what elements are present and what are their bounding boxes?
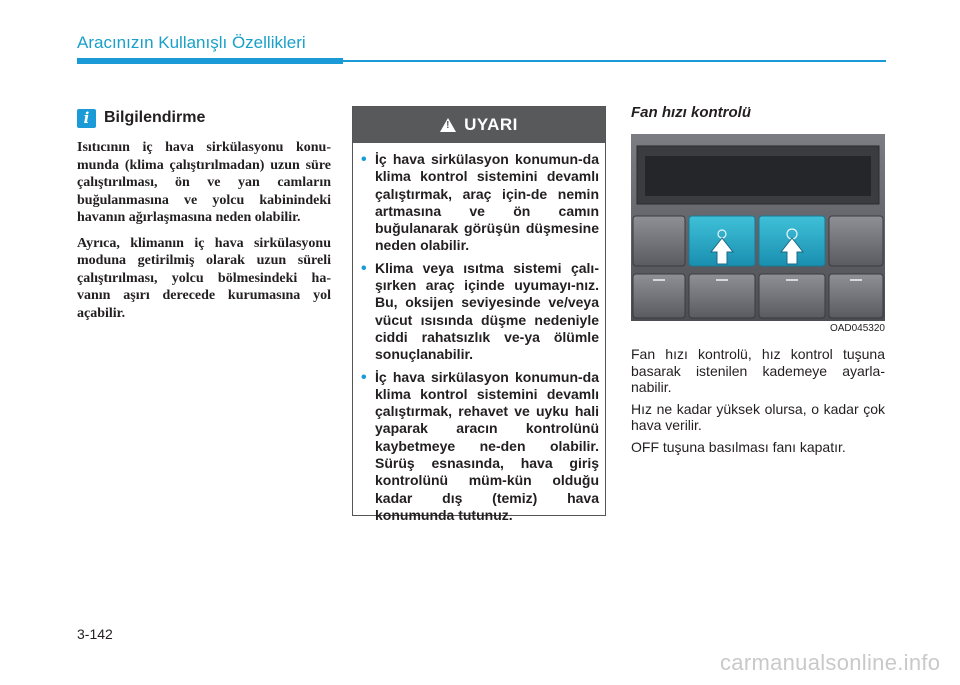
info-heading — [77, 106, 331, 130]
fan-paragraph-3: OFF tuşuna basılması fanı kapatır. — [631, 438, 846, 455]
info-paragraph-1: Isıtıcının iç hava sirkülasyonu konu-munda (klima çalıştırılmadan) uzun süre çalıştırılması, ön ve yan camların buğulanmasına ve yolcu kabinindeki havanın ağırlaşmasına neden olabilir. — [77, 140, 331, 225]
warning-triangle-icon: ! — [440, 118, 456, 132]
warning-header — [353, 107, 605, 143]
info-section — [77, 106, 331, 322]
header-rule-thin — [343, 60, 886, 62]
warning-item: • İç hava sirkülasyon konumun-da klima kontrol sistemini devamlı çalıştırmak, araç için-de nemin artmasına ve ön camın buğulanarak görüşün düşmesine neden olabilir. — [361, 151, 599, 255]
image-caption: OAD045320 — [829, 323, 885, 334]
section-header-title: Aracınızın Kullanışlı Özellikleri — [77, 33, 306, 52]
warning-title: UYARI — [464, 115, 518, 134]
warning-item: • Klima veya ısıtma sistemi çalı-şırken araç içinde uyumayı-nız. Bu, oksijen seviyesinde ve/veya vücut ısısında düşme nedeniyle ciddi rahatsızlık ve-ya ölümle sonuçlanabilir. — [361, 260, 599, 364]
info-paragraph-2: Ayrıca, klimanın iç hava sirkülasyonu moduna getirilmiş olarak uzun süreli çalıştırılması, yolcu bölmesindeki ha-vanın aşırı derecede kurumasına yol açabilir. — [77, 235, 331, 321]
fan-paragraph-1: Fan hızı kontrolü, hız kontrol tuşuna basarak istenilen kademeye ayarla-nabilir. — [631, 346, 885, 395]
info-icon: i — [77, 109, 96, 128]
fan-paragraph-2: Hız ne kadar yüksek olursa, o kadar çok hava verilir. — [631, 400, 885, 433]
info-title: Bilgilendirme — [104, 109, 206, 126]
control-panel-illustration — [631, 134, 885, 321]
warning-item: • İç hava sirkülasyon konumun-da klima kontrol sistemini devamlı çalıştırmak, rehavet ve uyku hali yaparak aracın kontrolünü kaybetmeye ne-den olabilir. Sürüş esnasında, hava giriş kontrolünü müm-kün olduğu kadar dış (temiz) hava konumunda tutunuz. — [361, 369, 599, 525]
control-panel-photo — [631, 134, 885, 321]
warning-box — [352, 106, 606, 523]
fan-section-title: Fan hızı kontrolü — [631, 104, 751, 121]
page-number: 3-142 — [77, 626, 113, 642]
header-rule-thick — [77, 58, 343, 64]
warning-list — [353, 143, 605, 524]
watermark: carmanualsonline.info — [720, 650, 941, 675]
fan-section — [631, 104, 885, 455]
